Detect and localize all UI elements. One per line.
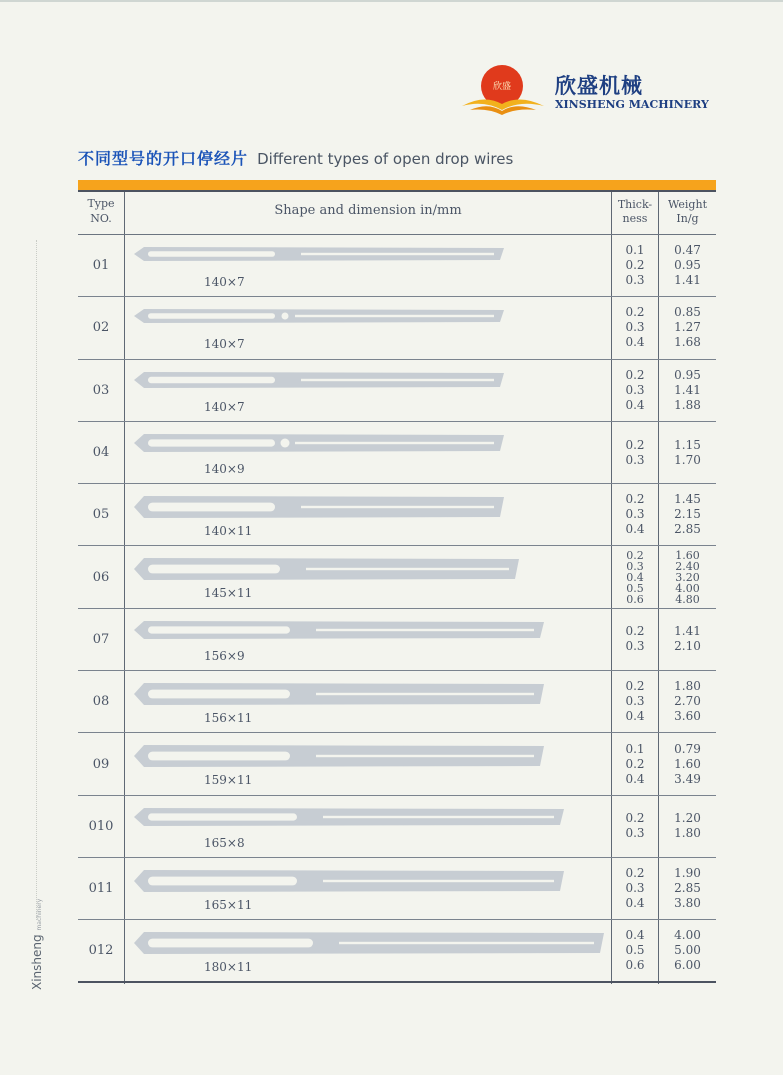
- weight-value: 1.20: [674, 811, 701, 826]
- drop-wire-slot: [148, 376, 275, 382]
- table-row: [78, 920, 716, 982]
- thickness-cell: [612, 671, 658, 732]
- page-title-en: Different types of open drop wires: [257, 150, 514, 168]
- type-number: 012: [88, 942, 114, 958]
- brand-name-cn: 欣盛机械: [555, 74, 643, 98]
- drop-wire-drawing: [126, 609, 610, 669]
- thickness-value: 0.2: [625, 624, 645, 639]
- thickness-value: 0.2: [626, 548, 644, 562]
- weight-cell: [659, 858, 716, 919]
- dimension-label: 180×11: [204, 960, 253, 975]
- brand-emblem-icon: [460, 64, 546, 120]
- thickness-value: 0.2: [625, 492, 645, 507]
- weight-value: 6.00: [674, 957, 701, 972]
- dimension-label: 165×8: [204, 835, 245, 850]
- drop-wire-slot-secondary: [301, 253, 494, 255]
- drop-wire-slot: [148, 251, 275, 257]
- shape-cell: [126, 609, 610, 670]
- thickness-value: 0.6: [625, 957, 645, 972]
- thickness-value: 0.2: [625, 305, 645, 320]
- type-number: 04: [92, 445, 110, 461]
- drop-wire-hole: [282, 313, 289, 320]
- weight-value: 1.60: [674, 756, 701, 771]
- thickness-value: 0.3: [626, 559, 644, 573]
- shape-cell: [126, 360, 610, 421]
- drop-wire-slot-secondary: [323, 880, 554, 882]
- header-shape: Shape and dimension in/mm: [274, 203, 462, 218]
- weight-value: 1.41: [674, 382, 701, 397]
- drop-wire-drawing: [126, 360, 610, 420]
- weight-value: 3.80: [674, 896, 701, 911]
- weight-value: 2.40: [675, 559, 700, 573]
- weight-cell: [659, 671, 716, 732]
- drop-wire-drawing: [126, 858, 610, 918]
- weight-value: 4.80: [675, 592, 700, 606]
- drop-wire-slot: [148, 626, 290, 633]
- weight-value: 0.95: [674, 367, 701, 382]
- weight-value: 0.79: [674, 741, 701, 756]
- shape-cell: [126, 796, 610, 857]
- drop-wire-slot-secondary: [316, 755, 534, 757]
- shape-cell: [126, 920, 610, 980]
- dimension-label: 159×11: [204, 773, 253, 788]
- weight-value: 1.15: [674, 437, 701, 452]
- drop-wire-slot-secondary: [323, 815, 554, 817]
- thickness-value: 0.4: [625, 771, 645, 786]
- thickness-cell: [612, 360, 658, 421]
- drop-wire-slot-secondary: [316, 629, 534, 631]
- drop-wire-slot: [148, 813, 297, 820]
- weight-value: 1.41: [674, 273, 701, 288]
- drop-wire-slot: [148, 313, 275, 319]
- weight-cell: [659, 920, 716, 980]
- weight-value: 1.90: [674, 866, 701, 881]
- thickness-cell: [612, 858, 658, 919]
- weight-value: 2.10: [674, 639, 701, 654]
- drop-wire-slot: [148, 503, 275, 512]
- thickness-value: 0.2: [625, 866, 645, 881]
- drop-wire-drawing: [126, 920, 610, 980]
- thickness-value: 0.4: [626, 570, 644, 584]
- side-brand-sub: machinery: [36, 898, 43, 931]
- drop-wire-drawing: [126, 546, 610, 606]
- weight-value: 0.47: [674, 243, 701, 258]
- weight-cell: [659, 733, 716, 794]
- type-number: 09: [92, 756, 110, 772]
- weight-cell: [659, 422, 716, 483]
- dimension-label: 140×7: [204, 337, 245, 352]
- table-row: [78, 484, 716, 546]
- drop-wire-slot-secondary: [295, 315, 494, 317]
- thickness-cell: [612, 609, 658, 670]
- weight-cell: [659, 235, 716, 296]
- side-brand: [30, 899, 44, 990]
- table-header: [78, 192, 716, 235]
- weight-value: 4.00: [675, 581, 700, 595]
- thickness-cell: [612, 235, 658, 296]
- drop-wire-slot-secondary: [339, 942, 594, 944]
- thickness-value: 0.2: [625, 679, 645, 694]
- dimension-label: 156×11: [204, 711, 253, 726]
- thickness-value: 0.3: [625, 826, 645, 841]
- shape-cell: [126, 671, 610, 732]
- table-row: [78, 235, 716, 297]
- table-row: [78, 858, 716, 920]
- type-number: 02: [92, 320, 110, 336]
- thickness-cell: [612, 733, 658, 794]
- type-number: 01: [92, 258, 110, 274]
- weight-value: 1.68: [674, 335, 701, 350]
- drop-wire-slot: [148, 752, 290, 761]
- thickness-value: 0.4: [625, 397, 645, 412]
- shape-cell: [126, 858, 610, 919]
- weight-value: 2.70: [674, 694, 701, 709]
- weight-cell: [659, 484, 716, 545]
- shape-cell: [126, 235, 610, 296]
- weight-value: 1.70: [674, 452, 701, 467]
- side-brand-name: Xinsheng: [30, 934, 44, 990]
- thickness-value: 0.3: [625, 881, 645, 896]
- type-number: 08: [92, 694, 110, 710]
- thickness-value: 0.1: [625, 741, 645, 756]
- drop-wire-drawing: [126, 671, 610, 731]
- weight-value: 0.85: [674, 305, 701, 320]
- table-top-bar: [78, 180, 716, 192]
- table-row: [78, 671, 716, 733]
- dimension-label: 140×11: [204, 524, 253, 539]
- thickness-cell: [612, 422, 658, 483]
- thickness-value: 0.5: [625, 942, 645, 957]
- drop-wire-slot-secondary: [306, 568, 509, 570]
- drop-wire-hole: [281, 438, 290, 447]
- thickness-value: 0.2: [625, 367, 645, 382]
- drop-wire-slot-secondary: [301, 378, 494, 380]
- thickness-cell: [612, 796, 658, 857]
- type-number: 05: [92, 507, 110, 523]
- thickness-value: 0.3: [625, 320, 645, 335]
- weight-value: 1.88: [674, 397, 701, 412]
- drop-wire-slot: [148, 877, 297, 886]
- weight-value: 0.95: [674, 258, 701, 273]
- dimension-label: 156×9: [204, 648, 245, 663]
- weight-value: 3.49: [674, 771, 701, 786]
- table-row: [78, 733, 716, 795]
- shape-cell: [126, 297, 610, 358]
- thickness-value: 0.4: [625, 927, 645, 942]
- weight-value: 2.15: [674, 507, 701, 522]
- dimension-label: 140×7: [204, 399, 245, 414]
- thickness-value: 0.3: [625, 273, 645, 288]
- thickness-value: 0.4: [625, 522, 645, 537]
- svg-text:欣盛: 欣盛: [492, 82, 512, 92]
- thickness-cell: [612, 920, 658, 980]
- drop-wire-drawing: [126, 733, 610, 793]
- weight-value: 2.85: [674, 522, 701, 537]
- thickness-value: 0.3: [625, 694, 645, 709]
- dimension-label: 165×11: [204, 897, 253, 912]
- weight-cell: [659, 796, 716, 857]
- brand-logo: [460, 64, 709, 124]
- type-number: 010: [88, 818, 114, 834]
- drop-wire-drawing: [126, 796, 610, 856]
- drop-wire-drawing: [126, 235, 610, 295]
- drop-wire-slot-secondary: [316, 693, 534, 695]
- type-number: 06: [92, 569, 110, 585]
- drop-wire-slot-secondary: [295, 442, 494, 444]
- table-row: [78, 546, 716, 608]
- shape-cell: [126, 733, 610, 794]
- brand-name-en: XINSHENG MACHINERY: [555, 98, 709, 111]
- weight-cell: [659, 297, 716, 358]
- weight-value: 1.80: [674, 826, 701, 841]
- drop-wire-slot: [148, 439, 275, 446]
- drop-wire-table: [78, 192, 716, 983]
- drop-wire-slot: [148, 939, 313, 948]
- type-number: 011: [88, 881, 114, 897]
- table-body: [78, 235, 716, 983]
- dimension-label: 140×7: [204, 275, 245, 289]
- type-number: 07: [92, 631, 110, 647]
- thickness-cell: [612, 297, 658, 358]
- weight-cell: [659, 546, 716, 607]
- thickness-value: 0.4: [625, 896, 645, 911]
- table-row: [78, 297, 716, 359]
- dimension-label: 145×11: [204, 586, 253, 601]
- weight-value: 1.45: [674, 492, 701, 507]
- thickness-value: 0.5: [626, 581, 644, 595]
- thickness-value: 0.2: [625, 437, 645, 452]
- thickness-value: 0.3: [625, 382, 645, 397]
- drop-wire-drawing: [126, 422, 610, 482]
- table-row: [78, 796, 716, 858]
- thickness-value: 0.4: [625, 335, 645, 350]
- type-number: 03: [92, 382, 110, 398]
- shape-cell: [126, 422, 610, 483]
- thickness-value: 0.2: [625, 811, 645, 826]
- thickness-value: 0.3: [625, 452, 645, 467]
- weight-value: 5.00: [674, 942, 701, 957]
- drop-wire-drawing: [126, 484, 610, 544]
- drop-wire-slot: [148, 690, 290, 699]
- thickness-value: 0.6: [626, 592, 644, 606]
- drop-wire-drawing: [126, 297, 610, 357]
- shape-cell: [126, 546, 610, 607]
- weight-value: 2.85: [674, 881, 701, 896]
- thickness-cell: [612, 484, 658, 545]
- weight-value: 3.20: [675, 570, 700, 584]
- dimension-label: 140×9: [204, 461, 245, 476]
- weight-value: 1.41: [674, 624, 701, 639]
- thickness-cell: [612, 546, 658, 607]
- header-weight: Weight In/g: [668, 198, 707, 225]
- page-title: [78, 146, 513, 169]
- thickness-value: 0.3: [625, 507, 645, 522]
- side-dotted-line: [36, 240, 38, 920]
- weight-cell: [659, 360, 716, 421]
- thickness-value: 0.1: [625, 243, 645, 258]
- weight-value: 1.27: [674, 320, 701, 335]
- table-row: [78, 609, 716, 671]
- weight-cell: [659, 609, 716, 670]
- table-row: [78, 360, 716, 422]
- shape-cell: [126, 484, 610, 545]
- thickness-value: 0.2: [625, 258, 645, 273]
- weight-value: 3.60: [674, 709, 701, 724]
- header-thickness: Thick- ness: [617, 198, 653, 225]
- page-title-cn: 不同型号的开口停经片: [78, 149, 249, 168]
- drop-wire-slot: [148, 565, 280, 574]
- top-edge: [0, 0, 783, 2]
- weight-value: 1.60: [675, 548, 700, 562]
- weight-value: 4.00: [674, 927, 701, 942]
- header-type: Type NO.: [87, 197, 115, 225]
- thickness-value: 0.4: [625, 709, 645, 724]
- weight-value: 1.80: [674, 679, 701, 694]
- drop-wire-slot-secondary: [301, 506, 494, 508]
- thickness-value: 0.3: [625, 639, 645, 654]
- thickness-value: 0.2: [625, 756, 645, 771]
- table-row: [78, 422, 716, 484]
